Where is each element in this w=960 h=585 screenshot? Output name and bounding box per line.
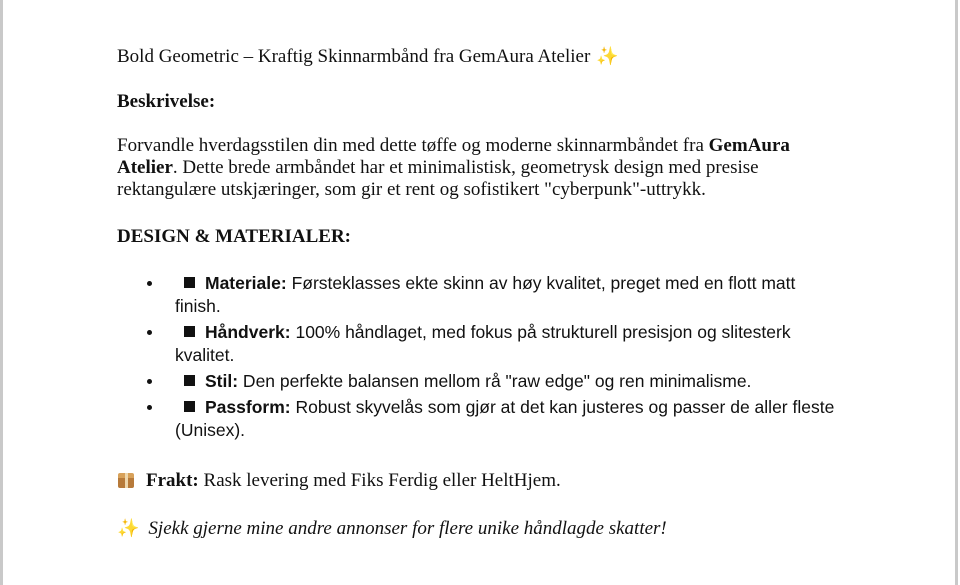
list-item — [117, 321, 837, 367]
black-square-icon — [184, 375, 195, 386]
black-square-icon — [184, 277, 195, 288]
sparkles-icon: ✨ — [596, 46, 619, 67]
description-heading: Beskrivelse: — [117, 91, 216, 112]
description-paragraph — [117, 135, 817, 201]
list-item — [117, 370, 837, 393]
item-text: Robust skyvelås som gjør at det kan justeres og passer de aller fleste (Unisex). — [175, 397, 835, 440]
description-text-2: . Dette brede armbåndet har et minimalistisk, geometrysk design med presise rektangulære utskjæringer, som gir et rent og sofistikert "cyberpunk"-uttrykk. — [117, 157, 759, 200]
brand-name: GemAura Atelier — [117, 135, 790, 178]
document-title — [117, 46, 619, 68]
design-list — [117, 272, 837, 445]
bullet-dot — [147, 405, 152, 410]
footer-text: Sjekk gjerne mine andre annonser for flere unike håndlagde skatter! — [148, 518, 667, 539]
item-label: Stil: — [205, 371, 239, 391]
page-right-border — [955, 0, 958, 585]
black-square-icon — [184, 401, 195, 412]
sparkles-icon: ✨ — [117, 518, 140, 539]
shipping-line — [117, 470, 561, 492]
package-icon — [117, 472, 135, 488]
black-square-icon — [184, 326, 195, 337]
item-label: Håndverk: — [205, 322, 291, 342]
bullet-dot — [147, 379, 152, 384]
list-item — [117, 396, 837, 442]
item-label: Passform: — [205, 397, 291, 417]
bullet-dot — [147, 330, 152, 335]
list-item — [117, 272, 837, 318]
item-text: Førsteklasses ekte skinn av høy kvalitet, preget med en flott matt finish. — [175, 273, 796, 316]
design-heading: DESIGN & MATERIALER: — [117, 226, 352, 247]
shipping-label: Frakt: — [146, 470, 199, 491]
item-label: Materiale: — [205, 273, 287, 293]
bullet-dot — [147, 281, 152, 286]
footer-note — [117, 518, 667, 540]
shipping-text: Rask levering med Fiks Ferdig eller HeltHjem. — [198, 470, 561, 491]
title-text: Bold Geometric – Kraftig Skinnarmbånd fra GemAura Atelier — [117, 46, 591, 67]
item-text: Den perfekte balansen mellom rå "raw edge" og ren minimalisme. — [238, 371, 752, 391]
item-text: 100% håndlaget, med fokus på strukturell presisjon og slitesterk kvalitet. — [175, 322, 791, 365]
page-left-border — [0, 0, 3, 585]
description-text-1: Forvandle hverdagsstilen din med dette tøffe og moderne skinnarmbåndet fra — [117, 135, 709, 156]
